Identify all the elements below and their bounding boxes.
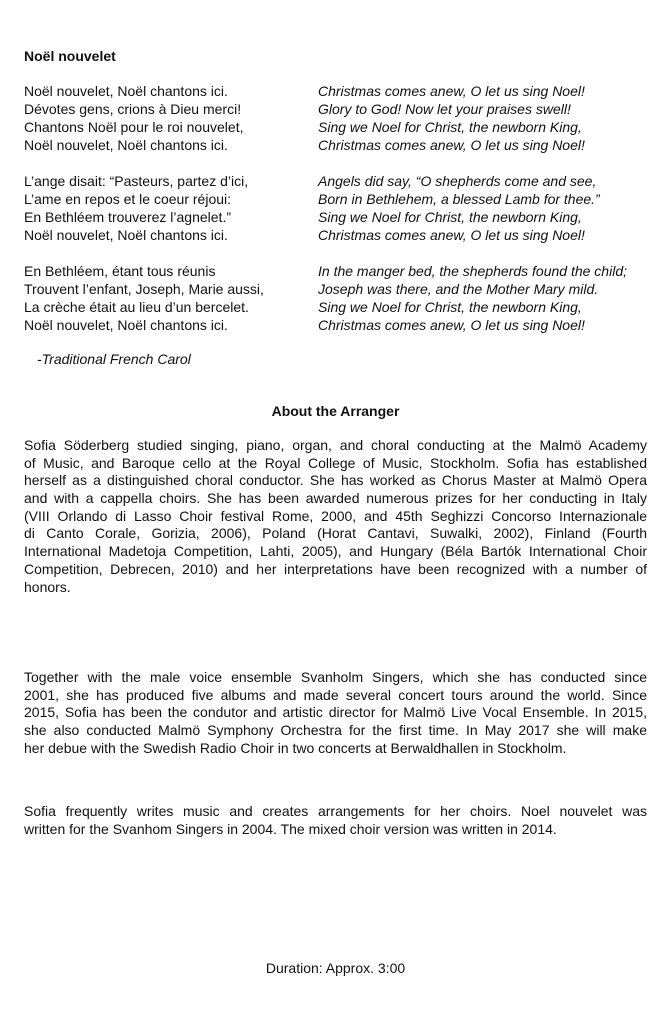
lyric-row xyxy=(24,226,664,244)
about-paragraph xyxy=(24,669,647,757)
lyric-row xyxy=(24,190,664,208)
french-line: Dévotes gens, crions à Dieu merci! xyxy=(24,101,242,117)
english-line: In the manger bed, the shepherds found the child; xyxy=(318,263,627,279)
english-line: Sing we Noel for Christ, the newborn King, xyxy=(318,299,582,315)
lyric-row xyxy=(24,298,664,316)
paragraph-line: written for the Svanhom Singers in 2004. The mixed choir version was written in 2014. xyxy=(24,820,557,837)
lyric-row xyxy=(24,208,664,226)
paragraph-line: her debue with the Swedish Radio Choir in two concerts at Berwaldhallen in Stockholm. xyxy=(24,739,567,756)
song-title: Noël nouvelet xyxy=(24,48,116,64)
about-heading: About the Arranger xyxy=(271,403,400,419)
paragraph-line: honors. xyxy=(24,578,71,595)
french-line: En Bethléem, étant tous réunis xyxy=(24,263,216,279)
french-line: Chantons Noël pour le roi nouvelet, xyxy=(24,119,244,135)
paragraph-line: International Madetoja Competition, Lahti, 2005), and Hungary (Béla Bartók International Choir xyxy=(24,543,647,560)
english-line: Christmas comes anew, O let us sing Noel! xyxy=(318,137,585,153)
paragraph-line: Sofia frequently writes music and creates arrangements for her choirs. Noel nouvelet was xyxy=(24,803,647,819)
lyric-row xyxy=(24,262,664,280)
french-line: Noël nouvelet, Noël chantons ici. xyxy=(24,83,228,99)
stanza xyxy=(24,172,664,244)
english-line: Christmas comes anew, O let us sing Noel! xyxy=(318,317,585,333)
paragraph-line: 2015, Sofia has been the condutor and artistic director for Malmö Live Vocal Ensemble. In 2015, xyxy=(24,704,647,721)
english-line: Glory to God! Now let your praises swell! xyxy=(318,101,571,117)
lyric-row xyxy=(24,100,664,118)
paragraph-line: Sofia Söderberg studied singing, piano, organ, and choral conducting at the Malmö Academy xyxy=(24,437,647,453)
french-line: Noël nouvelet, Noël chantons ici. xyxy=(24,137,228,153)
english-line: Sing we Noel for Christ, the newborn King, xyxy=(318,209,582,225)
english-line: Joseph was there, and the Mother Mary mild. xyxy=(318,281,599,297)
french-line: Noël nouvelet, Noël chantons ici. xyxy=(24,227,228,243)
lyric-row xyxy=(24,118,664,136)
paragraph-line: (VIII Orlando di Lasso Choir festival Rome, 2000, and 45th Seghizzi Concorso Internazionale xyxy=(24,507,647,524)
paragraph-line: herself as a distinguished choral conductor. She has worked as Chorus Master at Malmö Opera xyxy=(24,472,647,489)
lyric-row xyxy=(24,172,664,190)
lyric-row xyxy=(24,136,664,154)
duration: Duration: Approx. 3:00 xyxy=(265,960,406,976)
about-paragraph xyxy=(24,437,647,596)
french-line: Trouvent l’enfant, Joseph, Marie aussi, xyxy=(24,281,264,297)
english-line: Sing we Noel for Christ, the newborn King, xyxy=(318,119,582,135)
paragraph-line: di Canto Corale, Gorizia, 2006), Poland (Horat Cantavi, Suwalki, 2002), Finland (Fourth xyxy=(24,525,647,542)
french-line: Noël nouvelet, Noël chantons ici. xyxy=(24,317,228,333)
stanza xyxy=(24,82,664,154)
french-line: La crèche était au lieu d’un bercelet. xyxy=(24,299,249,315)
about-paragraph xyxy=(24,803,647,838)
french-line: En Bethléem trouverez l’agnelet.” xyxy=(24,209,231,225)
english-line: Angels did say, “O shepherds come and see, xyxy=(318,173,597,189)
paragraph-line: Together with the male voice ensemble Svanholm Singers, which she has conducted since xyxy=(24,669,647,685)
french-line: L’ame en repos et le coeur réjoui: xyxy=(24,191,232,207)
paragraph-line: and with a cappella choirs. She has been awarded numerous prizes for her conducting in Italy xyxy=(24,490,647,507)
paragraph-line: of Music, and Baroque cello at the Royal College of Music, Stockholm. Sofia has established xyxy=(24,454,647,471)
english-line: Christmas comes anew, O let us sing Noel! xyxy=(318,227,585,243)
paragraph-line: she also conducted Malmö Symphony Orchestra for the first time. In May 2017 she will make xyxy=(24,722,647,739)
lyric-row xyxy=(24,280,664,298)
paragraph-line: Competition, Debrecen, 2010) and her interpretations have been recognized with a number of xyxy=(24,560,647,577)
lyric-row xyxy=(24,316,664,334)
french-line: L’ange disait: “Pasteurs, partez d’ici, xyxy=(24,173,249,189)
lyric-row xyxy=(24,82,664,100)
english-line: Christmas comes anew, O let us sing Noel! xyxy=(318,83,585,99)
paragraph-line: 2001, she has produced five albums and made several concert tours around the world. Since xyxy=(24,686,647,703)
attribution: -Traditional French Carol xyxy=(37,351,191,367)
stanza xyxy=(24,262,664,334)
english-line: Born in Bethlehem, a blessed Lamb for thee.” xyxy=(318,191,600,207)
